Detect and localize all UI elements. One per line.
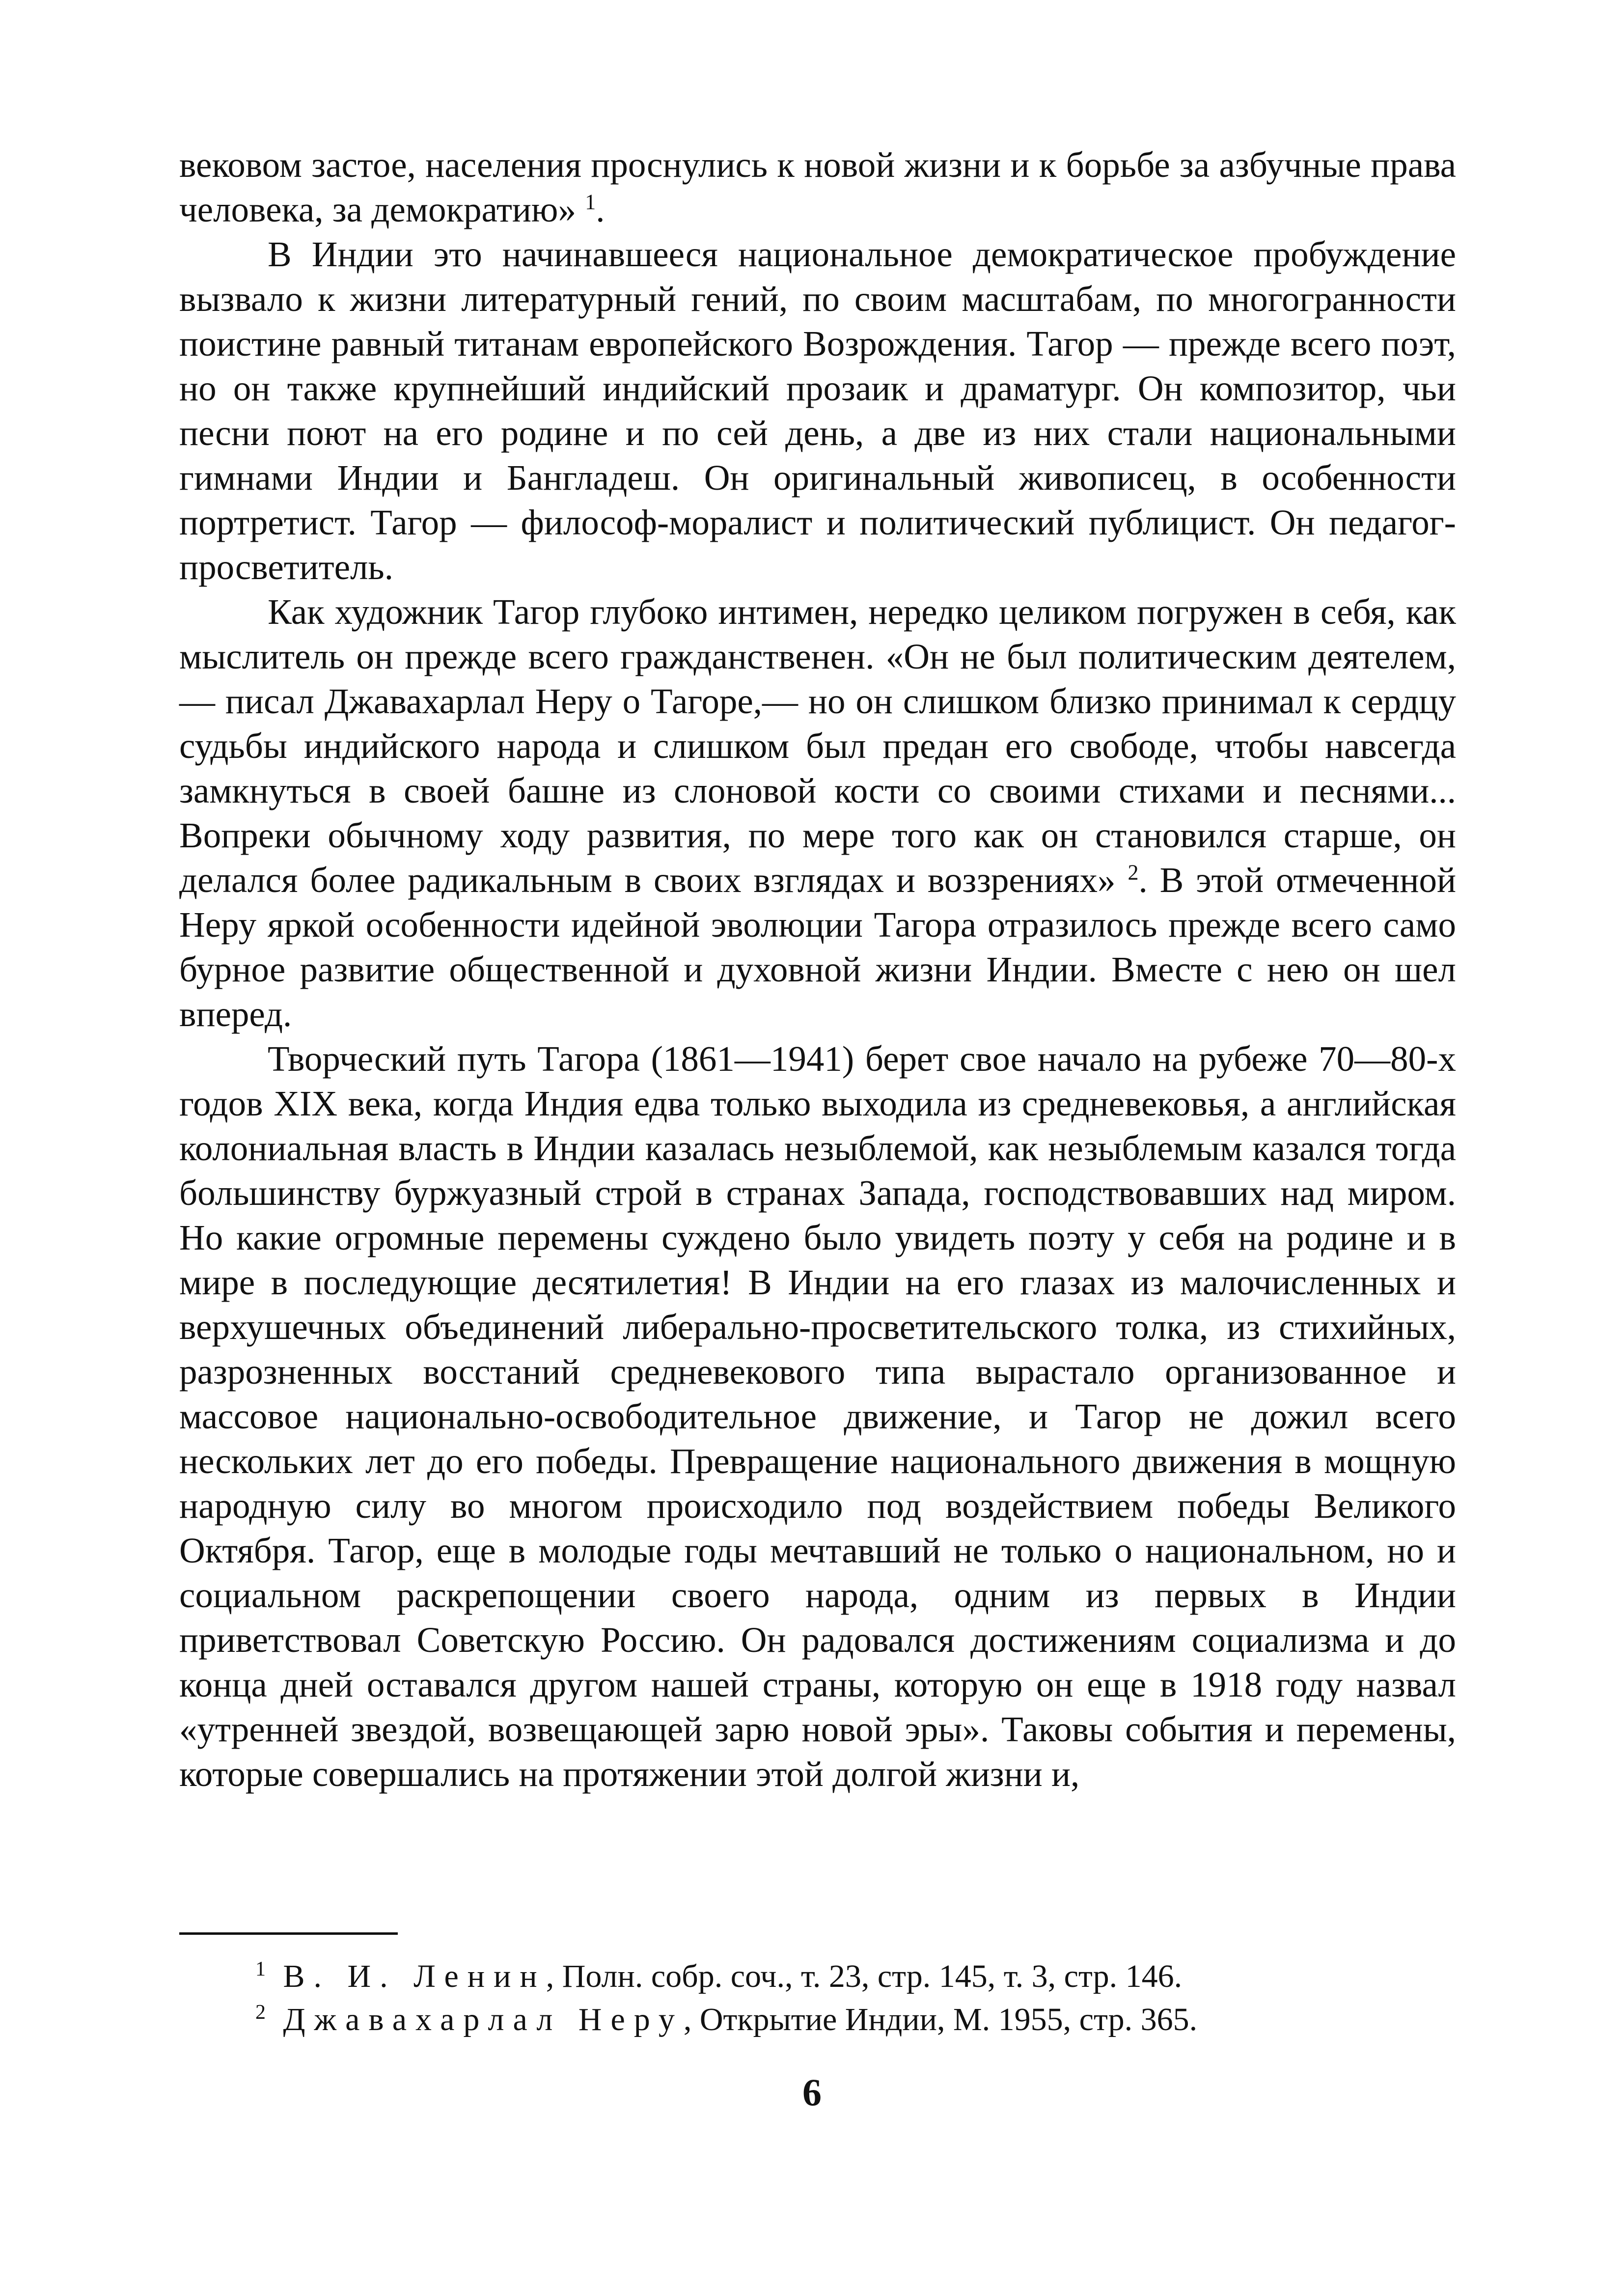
paragraph (179, 589, 1456, 1036)
paragraph-continuation (179, 142, 1456, 232)
footnote-citation: , Открытие Индии, М. 1955, стр. 365. (683, 2002, 1198, 2037)
footnote: 1 В. И. Ленин, Полн. собр. соч., т. 23, стр. 145, т. 3, стр. 146. (255, 1958, 1183, 1994)
paragraph-text-tail: . В этой отмеченной Неру яркой особенности идейной эволюции Тагора отразилось прежде всего само бурное развитие общественной и духовной жизни Индии. Вместе с нею он шел вперед. (179, 860, 1457, 1034)
footnote-reference[interactable]: 1 (585, 190, 596, 214)
footnotes (255, 1955, 1478, 2041)
paragraph (179, 1036, 1456, 1796)
body-text (179, 142, 1456, 1796)
paragraph-text-tail: . (596, 190, 605, 229)
paragraph (179, 232, 1456, 589)
footnote-citation: , Полн. собр. соч., т. 23, стр. 145, т. 3, стр. 146. (546, 1958, 1183, 1994)
paragraph-text: вековом застое, населения проснулись к новой жизни и к борьбе за азбучные права человека, за демократию» (179, 145, 1456, 229)
footnote-divider (179, 1932, 398, 1935)
paragraph-text: В Индии это начинавшееся национальное демократическое пробуждение вызвало к жизни литературный гений, по своим масштабам, по многогранности поистине равный титанам европейского Возрождения. Тагор — прежде всего поэт, но он также крупнейший индийский прозаик и драматург. Он композитор, чьи песни поют на его родине и по сей день, а две из них стали национальными гимнами Индии и Бангладеш. Он оригинальный живописец, в особенности портретист. Тагор — философ-моралист и политический публицист. Он педагог-просветитель. (179, 234, 1456, 587)
footnote-author: Джавахарлал Неру (283, 2002, 684, 2037)
page-number: 6 (802, 2071, 822, 2114)
paragraph-text: Как художник Тагор глубоко интимен, нередко целиком погружен в себя, как мыслитель он прежде всего гражданственен. «Он не был политическим деятелем,— писал Джавахарлал Неру о Тагоре,— но он слишком близко принимал к сердцу судьбы индийского народа и слишком был предан его свободе, чтобы навсегда замкнуться в своей башне из слоновой кости со своими стихами и песнями... Вопреки обычному ходу развития, по мере того как он становился старше, он делался более радикальным в своих взглядах и воззрениях» (179, 592, 1456, 900)
footnote: 2 Джавахарлал Неру, Открытие Индии, М. 1955, стр. 365. (255, 2001, 1198, 2037)
footnote-reference[interactable]: 2 (1128, 860, 1139, 885)
paragraph-text: Творческий путь Тагора (1861—1941) берет свое начало на рубеже 70—80-х годов XIX века, когда Индия едва только выходила из средневековья, а английская колониальная власть в Индии казалась незыблемой, как незыблемым казался тогда большинству буржуазный строй в странах Запада, господствовавших над миром. Но какие огромные перемены суждено было увидеть поэту у себя на родине и в мире в последующие десятилетия! В Индии на его глазах из малочисленных и верхушечных объединений либерально-просветительского толка, из стихийных, разрозненных восстаний средневекового типа вырастало организованное и массовое национально-освободительное движение, и Тагор не дожил всего нескольких лет до его победы. Превращение национального движения в мощную народную силу во многом происходило под воздействием победы Великого Октября. Тагор, еще в молодые годы мечтавший не только о национальном, но и социальном раскрепощении своего народа, одним из первых в Индии приветствовал Советскую Россию. Он радовался достижениям социализма и до конца дней оставался другом нашей страны, которую он еще в 1918 году назвал «утренней звездой, возвещающей зарю новой эры». Таковы события и перемены, которые совершались на протяжении этой долгой жизни и, (179, 1039, 1456, 1794)
footnote-author: В. И. Ленин (283, 1958, 546, 1994)
